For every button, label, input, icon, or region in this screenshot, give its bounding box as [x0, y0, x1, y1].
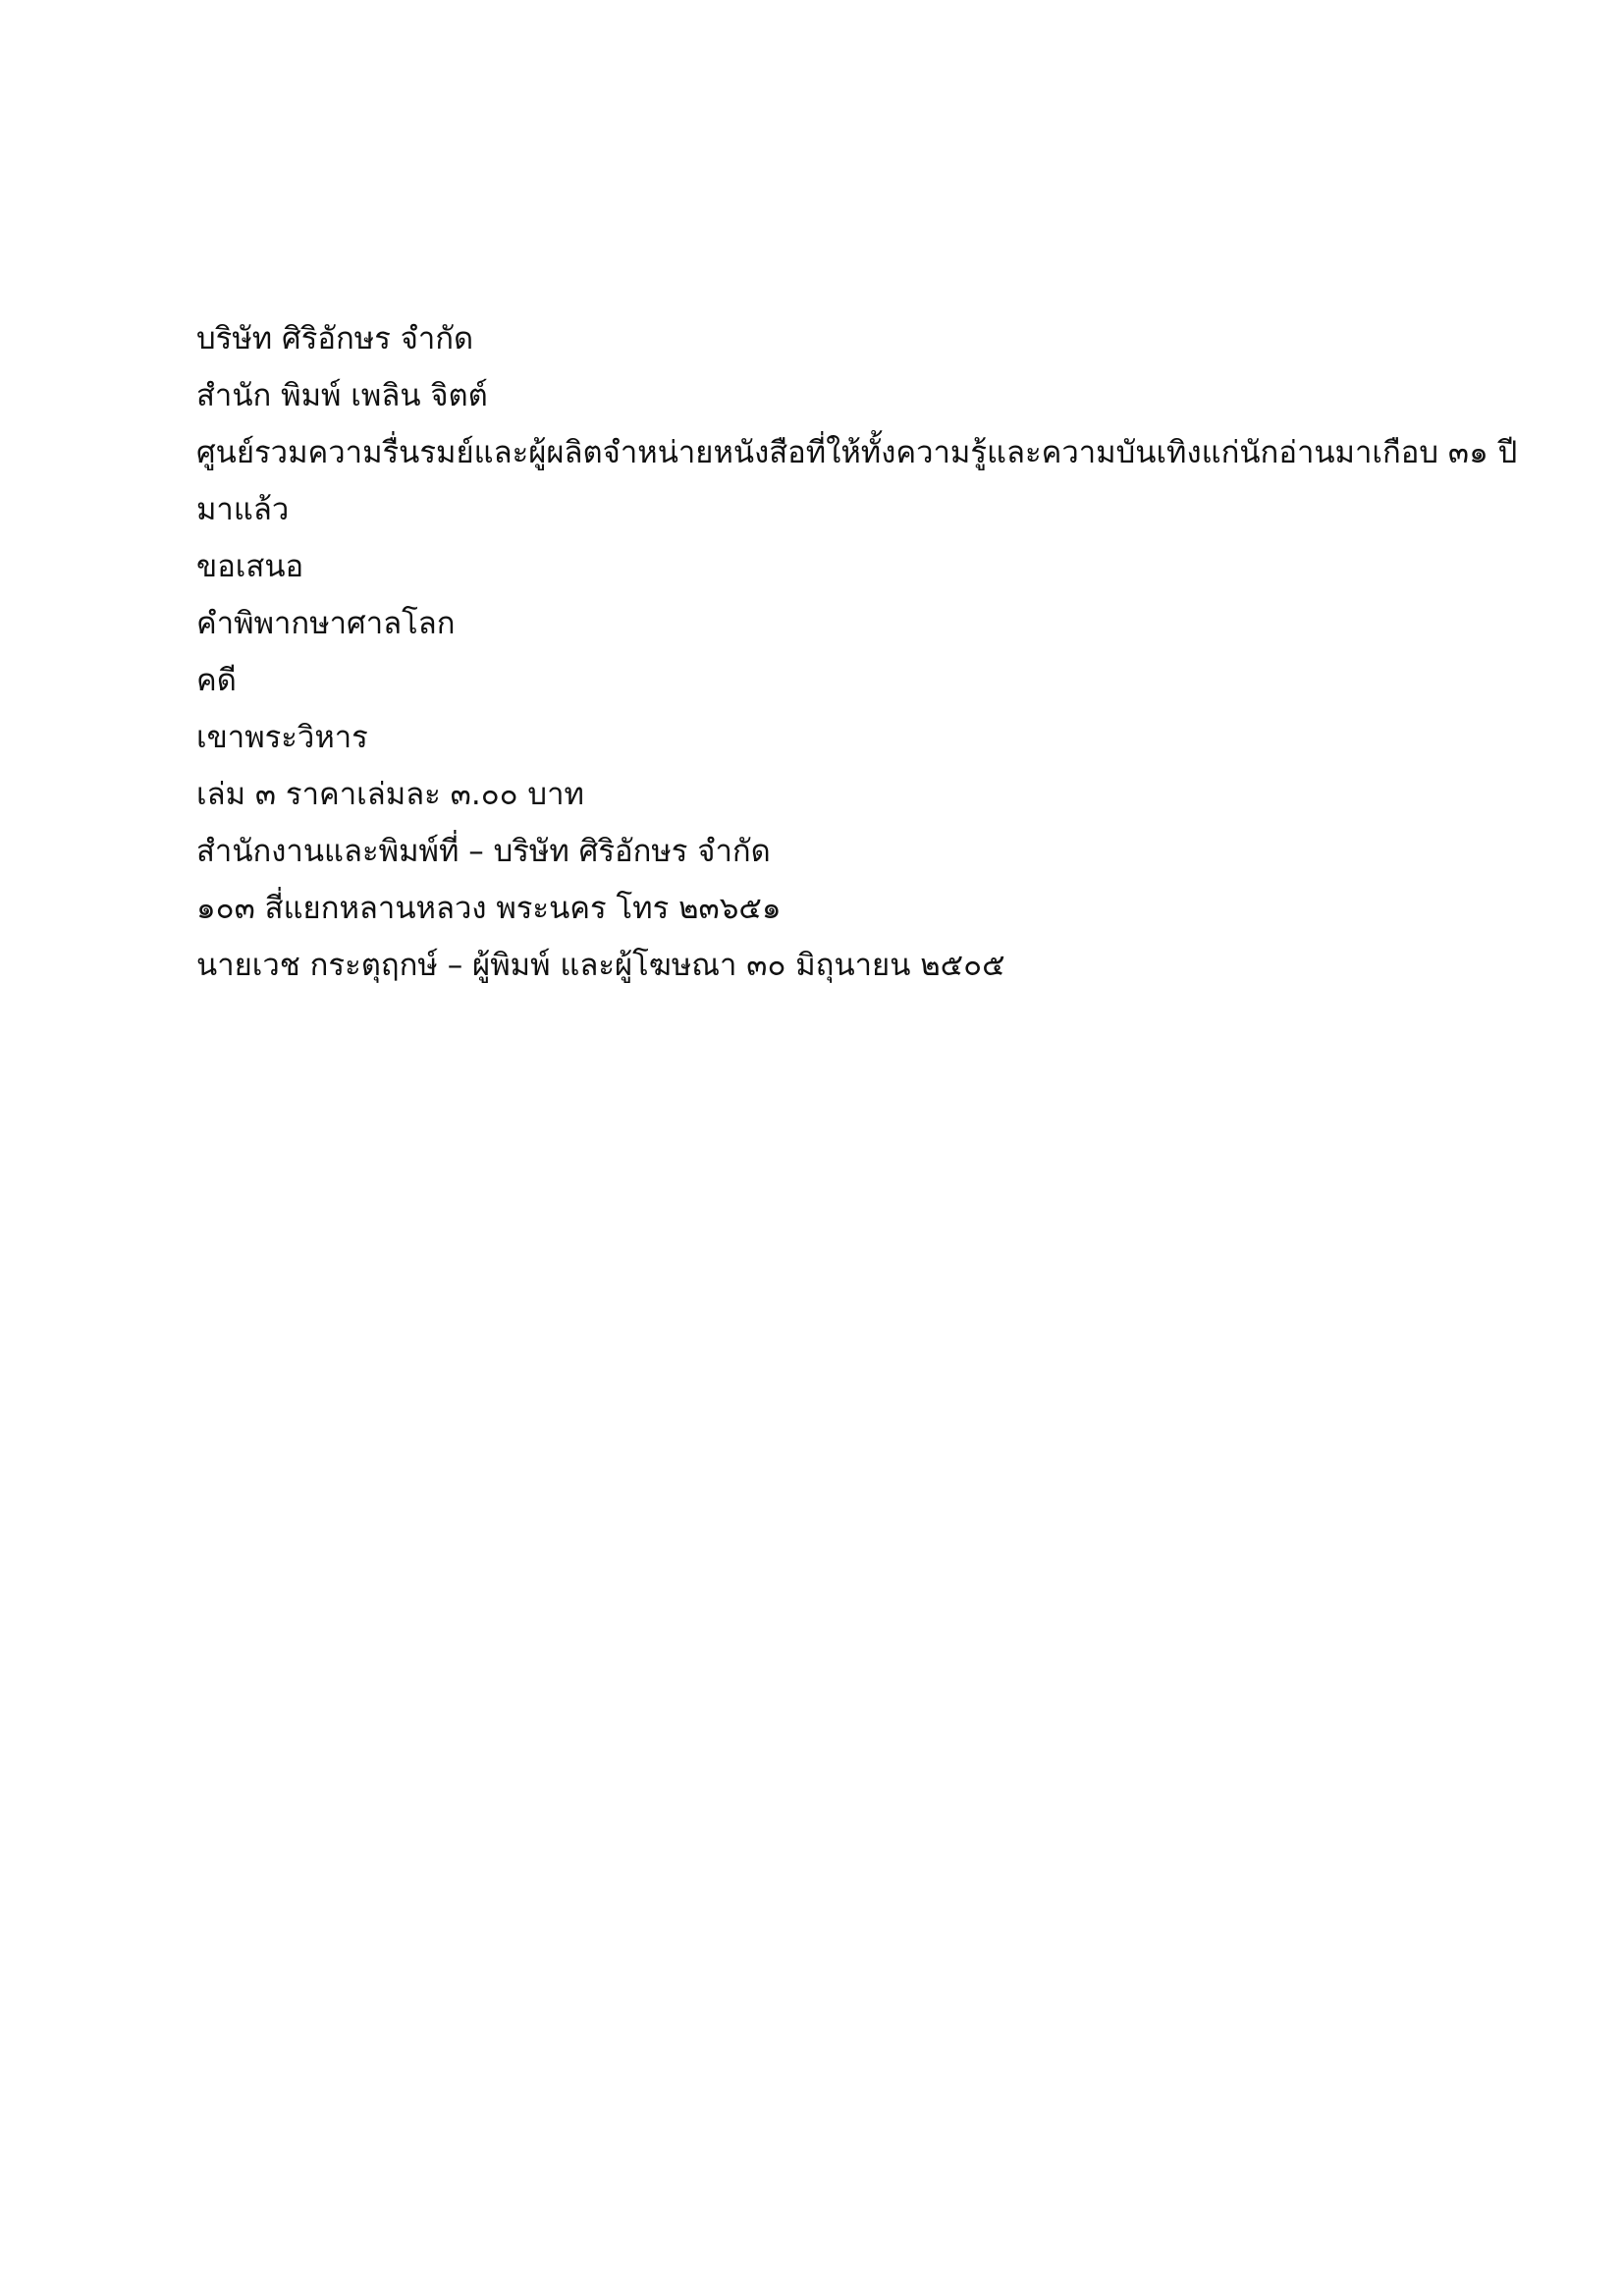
- company-name: บริษัท ศิริอักษร จำกัด: [196, 321, 474, 356]
- publisher-description-continued: มาแล้ว: [196, 492, 290, 527]
- address-phone: ๑๐๓ สี่แยกหลานหลวง พระนคร โทร ๒๓๖๕๑: [196, 891, 782, 926]
- case-label: คดี: [196, 663, 237, 698]
- presents-label: ขอเสนอ: [196, 549, 304, 584]
- publisher-description: ศูนย์รวมความรื่นรมย์และผู้ผลิตจำหน่ายหนังสือที่ให้ทั้งความรู้และความบันเทิงแก่นักอ่านมาเกือบ ๓๑ ปี: [196, 435, 1518, 470]
- office-and-printer: สำนักงานและพิมพ์ที่ – บริษัท ศิริอักษร จำกัด: [196, 834, 771, 869]
- book-title: คำพิพากษาศาลโลก: [196, 606, 456, 641]
- document-body: [196, 310, 1518, 994]
- volume-price: เล่ม ๓ ราคาเล่มละ ๓.๐๐ บาท: [196, 777, 584, 812]
- printer-publisher-date: นายเวช กระตุฤกษ์ – ผู้พิมพ์ และผู้โฆษณา ๓๐ มิถุนายน ๒๕๐๕: [196, 948, 1005, 983]
- publisher-name: สำนัก พิมพ์ เพลิน จิตต์: [196, 378, 488, 413]
- case-name: เขาพระวิหาร: [196, 720, 368, 755]
